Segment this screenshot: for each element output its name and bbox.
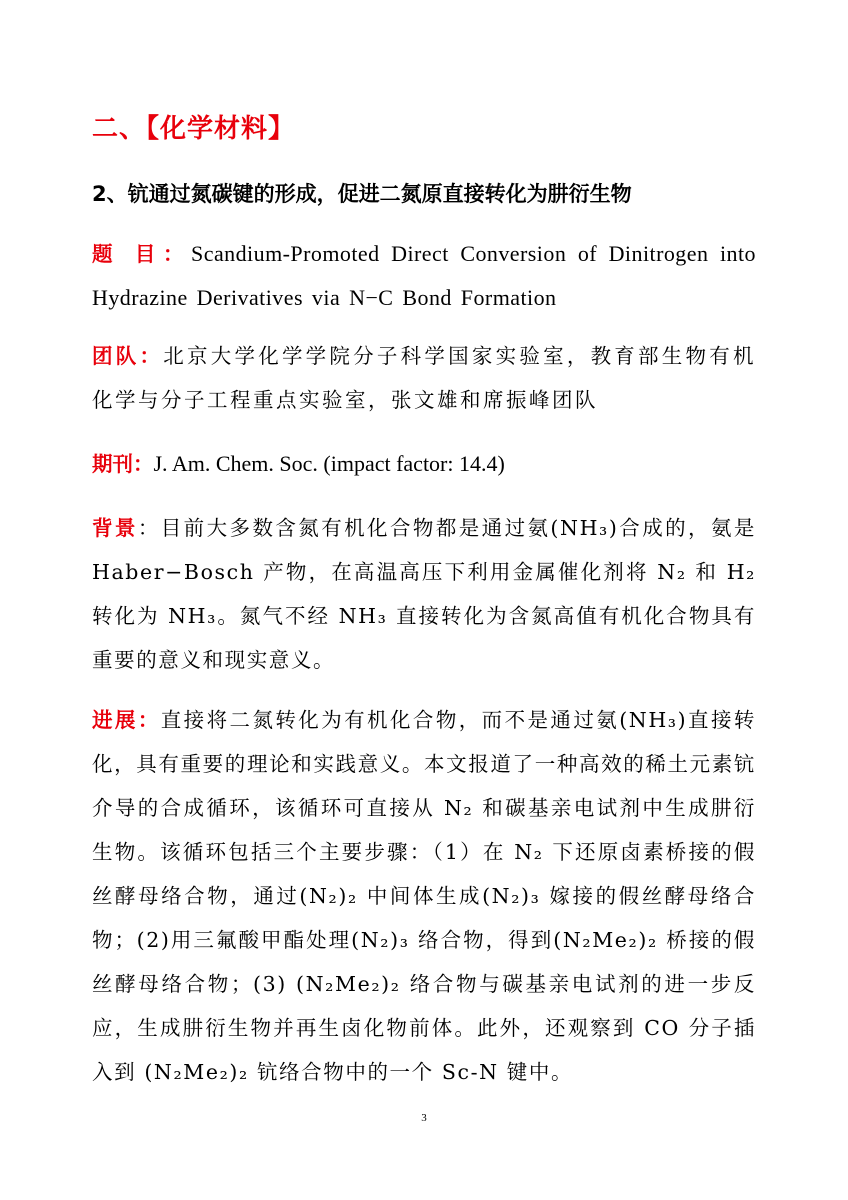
progress-text: 直接将二氮转化为有机化合物，而不是通过氨(NH₃)直接转化，具有重要的理论和实践意义。本文报道了一种高效的稀土元素钪介导的合成循环，该循环可直接从 N₂ 和碳基亲电试剂中生成肼衍生物。该循环包括三个主要步骤：（1）在 N₂ 下还原卤素桥接的假丝酵母络合物，通过(N₂)₂ 中间体生成(N₂)₃ 嫁接的假丝酵母络合物；(2)用三氟酸甲酯处理(N₂)₃ 络合物，得到(N₂Me₂)₂ 桥接的假丝酵母络合物；(3) (N₂Me₂)₂ 络合物与碳基亲电试剂的进一步反应，生成肼衍生物并再生卤化物前体。此外，还观察到 CO 分子插入到 (N₂Me₂)₂ 钪络合物中的一个 Sc-N 键中。 [92,708,756,1084]
background-text: ：目前大多数含氮有机化合物都是通过氨(NH₃)合成的，氨是 Haber−Bosch 产物，在高温高压下利用金属催化剂将 N₂ 和 H₂ 转化为 NH₃。氮气不经 NH₃ 直接转化为含氮高值有机化合物具有重要的意义和现实意义。 [92,516,756,672]
page-number: 3 [421,1112,427,1124]
team-paragraph [92,334,756,422]
progress-paragraph [92,698,756,1094]
team-text: 北京大学化学学院分子科学国家实验室，教育部生物有机化学与分子工程重点实验室，张文雄和席振峰团队 [92,344,757,412]
background-paragraph [92,506,756,682]
journal-paragraph [92,442,756,486]
background-label: 背景 [92,516,138,540]
title-text: Scandium-Promoted Direct Conversion of Dinitrogen into Hydrazine Derivatives via N−C Bond Formation [92,241,756,310]
title-paragraph [92,232,756,320]
team-label: 团队： [92,344,164,368]
section-heading: 二、【化学材料】 [92,114,296,144]
article-heading: 2、钪通过氮碳键的形成，促进二氮原直接转化为肼衍生物 [92,182,632,206]
progress-label: 进展： [92,708,161,732]
title-label: 题 目： [92,242,192,266]
journal-label: 期刊： [92,452,154,476]
journal-text: J. Am. Chem. Soc. (impact factor: 14.4) [153,451,505,476]
